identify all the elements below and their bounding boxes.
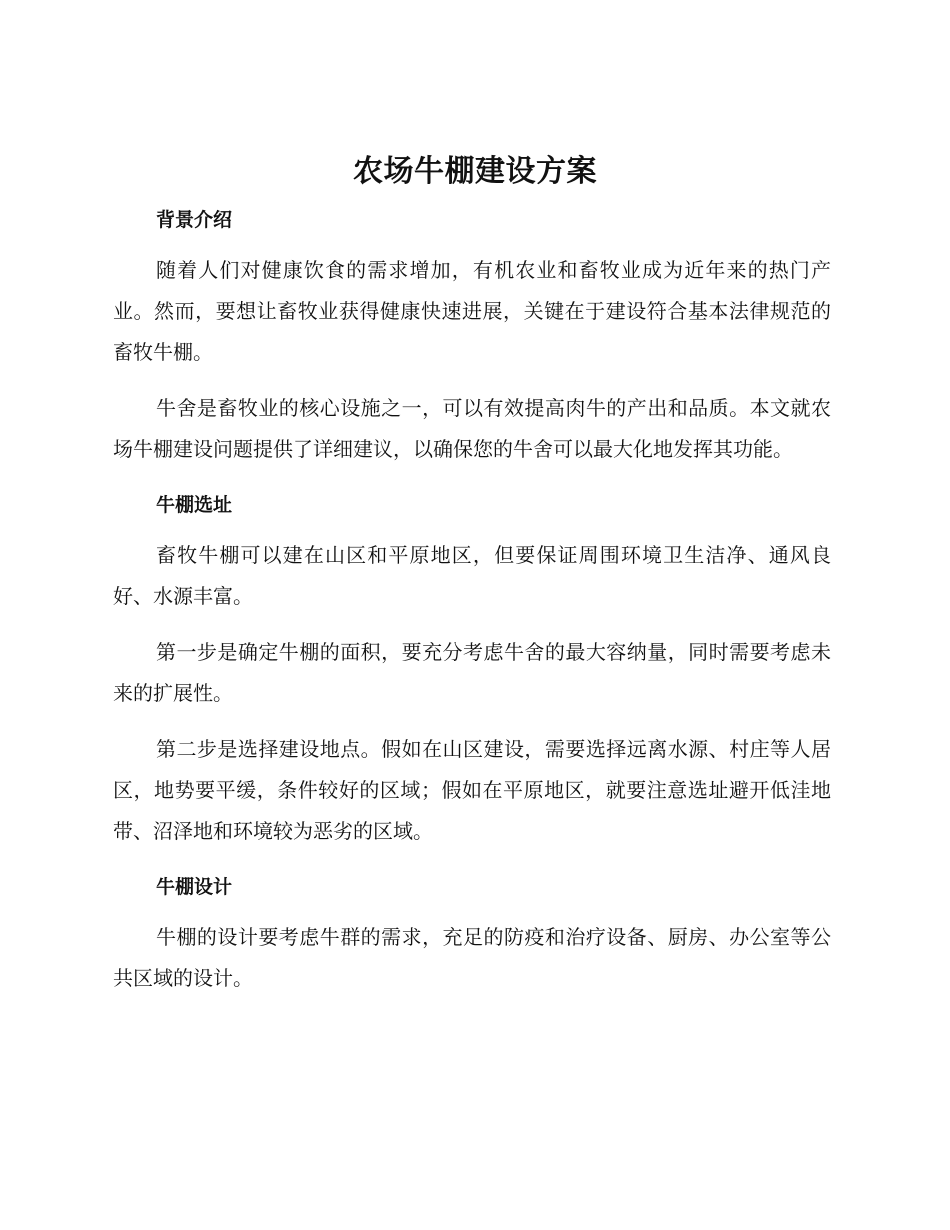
section-heading: 背景介绍: [156, 209, 233, 231]
section-design: [113, 868, 831, 999]
section-site-selection: [113, 486, 831, 852]
paragraph: 随着人们对健康饮食的需求增加，有机农业和畜牧业成为近年来的热门产业。然而，要想让畜牧业获得健康快速进展，关键在于建设符合基本法律规范的畜牧牛棚。: [113, 258, 831, 364]
section-heading: 牛棚选址: [156, 494, 233, 516]
paragraph: 牛舍是畜牧业的核心设施之一，可以有效提高肉牛的产出和品质。本文就农场牛棚建设问题提供了详细建议，以确保您的牛舍可以最大化地发挥其功能。: [113, 396, 831, 461]
document-title: 农场牛棚建设方案: [353, 154, 597, 189]
paragraph: 牛棚的设计要考虑牛群的需求，充足的防疫和治疗设备、厨房、办公室等公共区域的设计。: [113, 925, 831, 990]
paragraph: 第二步是选择建设地点。假如在山区建设，需要选择远离水源、村庄等人居区，地势要平缓，条件较好的区域；假如在平原地区，就要注意选址避开低洼地带、沼泽地和环境较为恶劣的区域。: [113, 737, 831, 843]
document-body: [113, 201, 831, 999]
paragraph: 第一步是确定牛棚的面积，要充分考虑牛舍的最大容纳量，同时需要考虑未来的扩展性。: [113, 640, 831, 705]
section-background: [113, 201, 831, 470]
section-heading: 牛棚设计: [156, 876, 233, 898]
paragraph: 畜牧牛棚可以建在山区和平原地区，但要保证周围环境卫生洁净、通风良好、水源丰富。: [113, 543, 831, 608]
